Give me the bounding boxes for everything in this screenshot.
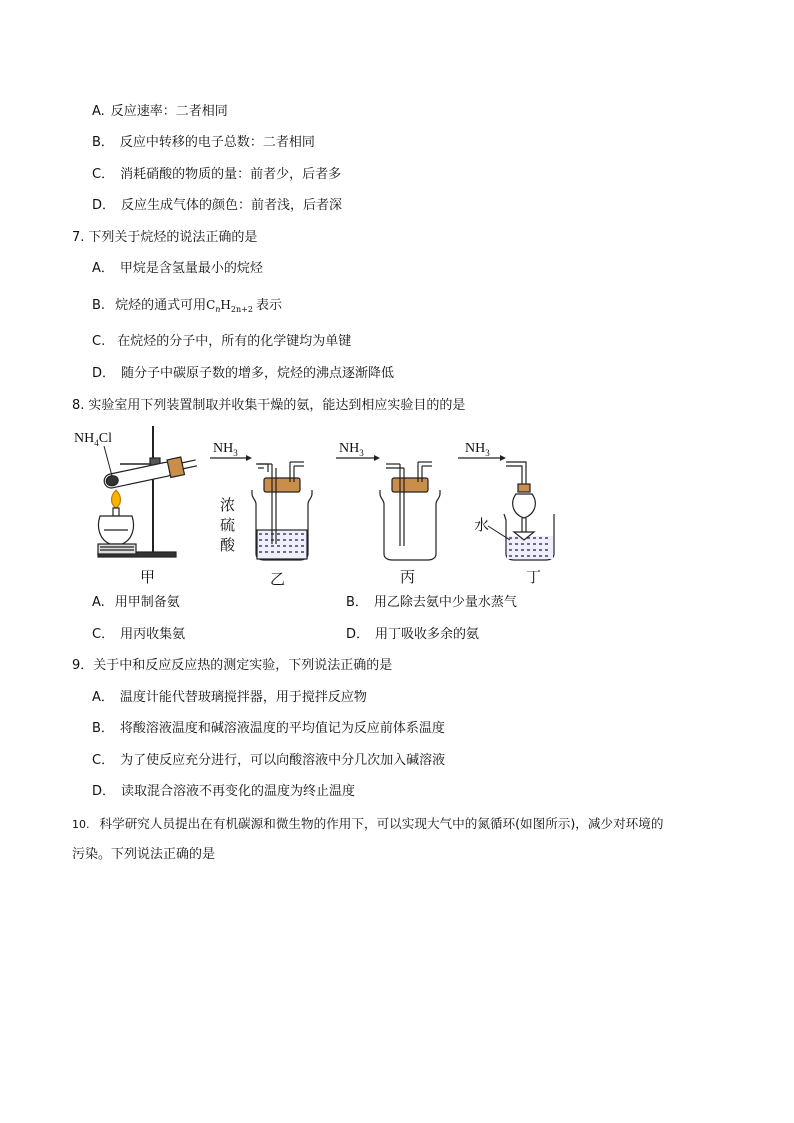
- acid-label-3: 酸: [220, 536, 236, 554]
- q7-option-d: [92, 365, 394, 383]
- q6-option-a: [92, 103, 228, 121]
- nh4cl-label: $NH_4Cl$: [74, 431, 112, 448]
- q9-option-c: [92, 752, 445, 770]
- q8-option-d: [346, 626, 479, 644]
- option-text: 用丙收集氨: [120, 627, 186, 642]
- apparatus-jia: [98, 426, 198, 557]
- question-number: 9．: [72, 658, 94, 673]
- option-letter: D．: [92, 366, 116, 381]
- option-text: 用甲制备氨: [114, 595, 180, 610]
- q10-stem-line2: [72, 846, 215, 864]
- nh3-label: $NH_3$: [465, 441, 490, 458]
- option-letter: A.: [92, 104, 105, 119]
- option-text: 读取混合溶液不再变化的温度为终止温度: [121, 784, 356, 799]
- q7-stem: [72, 229, 257, 247]
- q8-option-b: [346, 594, 517, 612]
- option-text: 反应中转移的电子总数：二者相同: [119, 135, 315, 150]
- acid-label-2: 硫: [220, 516, 236, 534]
- option-letter: B．: [92, 721, 114, 736]
- question-text: 实验室用下列装置制取并收集干燥的氨，能达到相应实验目的的是: [88, 398, 466, 413]
- q9-option-b: [92, 720, 445, 738]
- option-text: 用丁吸收多余的氨: [375, 627, 480, 642]
- question-text: 关于中和反应反应热的测定实验，下列说法正确的是: [93, 658, 393, 673]
- water-label: 水: [474, 516, 490, 534]
- option-letter: C．: [92, 167, 115, 182]
- q6-option-c: [92, 166, 341, 184]
- q9-option-d: [92, 783, 355, 801]
- q8-option-c: [92, 626, 185, 644]
- caption-yi: 乙: [270, 570, 286, 588]
- apparatus-figure: [60, 418, 580, 590]
- question-text: 科学研究人员提出在有机碳源和微生物的作用下，可以实现大气中的氮循环(如图所示)，减少对环境的: [99, 816, 664, 831]
- option-letter: C.: [92, 334, 106, 349]
- option-letter: D．: [92, 784, 116, 799]
- caption-bing: 丙: [400, 568, 416, 586]
- caption-jia: 甲: [140, 568, 156, 586]
- q9-option-a: [92, 689, 367, 707]
- option-text: 随分子中碳原子数的增多，烷烃的沸点逐渐降低: [121, 366, 395, 381]
- q6-option-d: [92, 197, 342, 215]
- option-letter: B．: [346, 595, 368, 610]
- option-text-suffix: 表示: [255, 298, 282, 313]
- option-text: 温度计能代替玻璃搅拌器，用于搅拌反应物: [119, 690, 367, 705]
- q7-option-b: [92, 296, 282, 319]
- option-letter: C．: [92, 627, 115, 642]
- option-letter: A．: [92, 261, 114, 276]
- q7-option-c: [92, 333, 351, 351]
- q7-option-a: [92, 260, 263, 278]
- option-letter: A．: [92, 690, 114, 705]
- option-letter: A.: [92, 595, 105, 610]
- option-letter: D．: [92, 198, 116, 213]
- option-letter: B．: [92, 135, 114, 150]
- question-text: 污染。下列说法正确的是: [72, 847, 216, 862]
- option-text: 在烷烃的分子中，所有的化学键均为单键: [117, 334, 352, 349]
- option-text: 为了使反应充分进行，可以向酸溶液中分几次加入碱溶液: [120, 753, 446, 768]
- apparatus-yi: [252, 462, 312, 560]
- option-letter: D．: [346, 627, 370, 642]
- option-text: 甲烷是含氢量最小的烷烃: [119, 261, 263, 276]
- option-text: 消耗硝酸的物质的量：前者少，后者多: [120, 167, 342, 182]
- nh3-label: $NH_3$: [213, 441, 238, 458]
- option-letter: B.: [92, 298, 106, 313]
- acid-label-1: 浓: [220, 496, 236, 514]
- q8-option-a: [92, 594, 180, 612]
- pointer-line: [104, 446, 112, 476]
- option-text: 烷烃的通式可用: [115, 298, 207, 313]
- question-number: 7.: [72, 230, 85, 245]
- apparatus-bing: [380, 462, 440, 560]
- option-text: 用乙除去氨中少量水蒸气: [373, 595, 517, 610]
- nh3-label: $NH_3$: [339, 441, 364, 458]
- question-number: 10.: [72, 818, 90, 831]
- option-text: 反应生成气体的颜色：前者浅，后者深: [121, 198, 343, 213]
- question-number: 8.: [72, 398, 85, 413]
- q10-stem-line1: [72, 815, 663, 834]
- option-text: 将酸溶液温度和碱溶液温度的平均值记为反应前体系温度: [119, 721, 445, 736]
- q6-option-b: [92, 134, 315, 152]
- alkane-formula: $C_nH_{2n+2}$: [206, 298, 253, 314]
- caption-ding: 丁: [526, 568, 542, 586]
- q8-stem: [72, 397, 465, 415]
- option-text: 反应速率：二者相同: [110, 104, 228, 119]
- q9-stem: [72, 657, 392, 675]
- option-letter: C．: [92, 753, 115, 768]
- apparatus-ding: [504, 462, 554, 560]
- question-text: 下列关于烷烃的说法正确的是: [88, 230, 258, 245]
